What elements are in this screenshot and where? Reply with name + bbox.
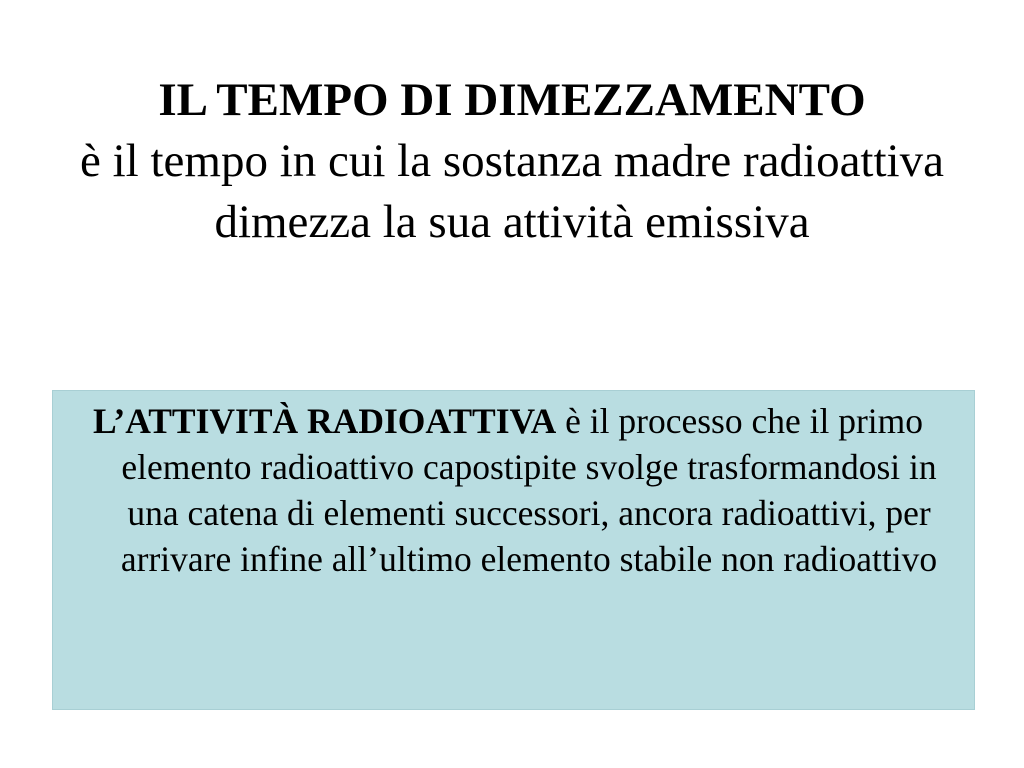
title-subtitle: è il tempo in cui la sostanza madre radioattiva dimezza la sua attività emissiva <box>80 135 944 248</box>
slide-title <box>40 70 984 253</box>
title-heading: IL TEMPO DI DIMEZZAMENTO <box>158 74 866 126</box>
definition-body: è il processo che il primo elemento radioattivo capostipite svolge trasformandosi in una catena di elementi successori, ancora radioattivi, per arrivare infine all’ultimo elemento stabile non radioattivo <box>120 401 938 579</box>
definition-text <box>60 398 956 582</box>
definition-term: L’ATTIVITÀ RADIOATTIVA <box>92 401 557 441</box>
